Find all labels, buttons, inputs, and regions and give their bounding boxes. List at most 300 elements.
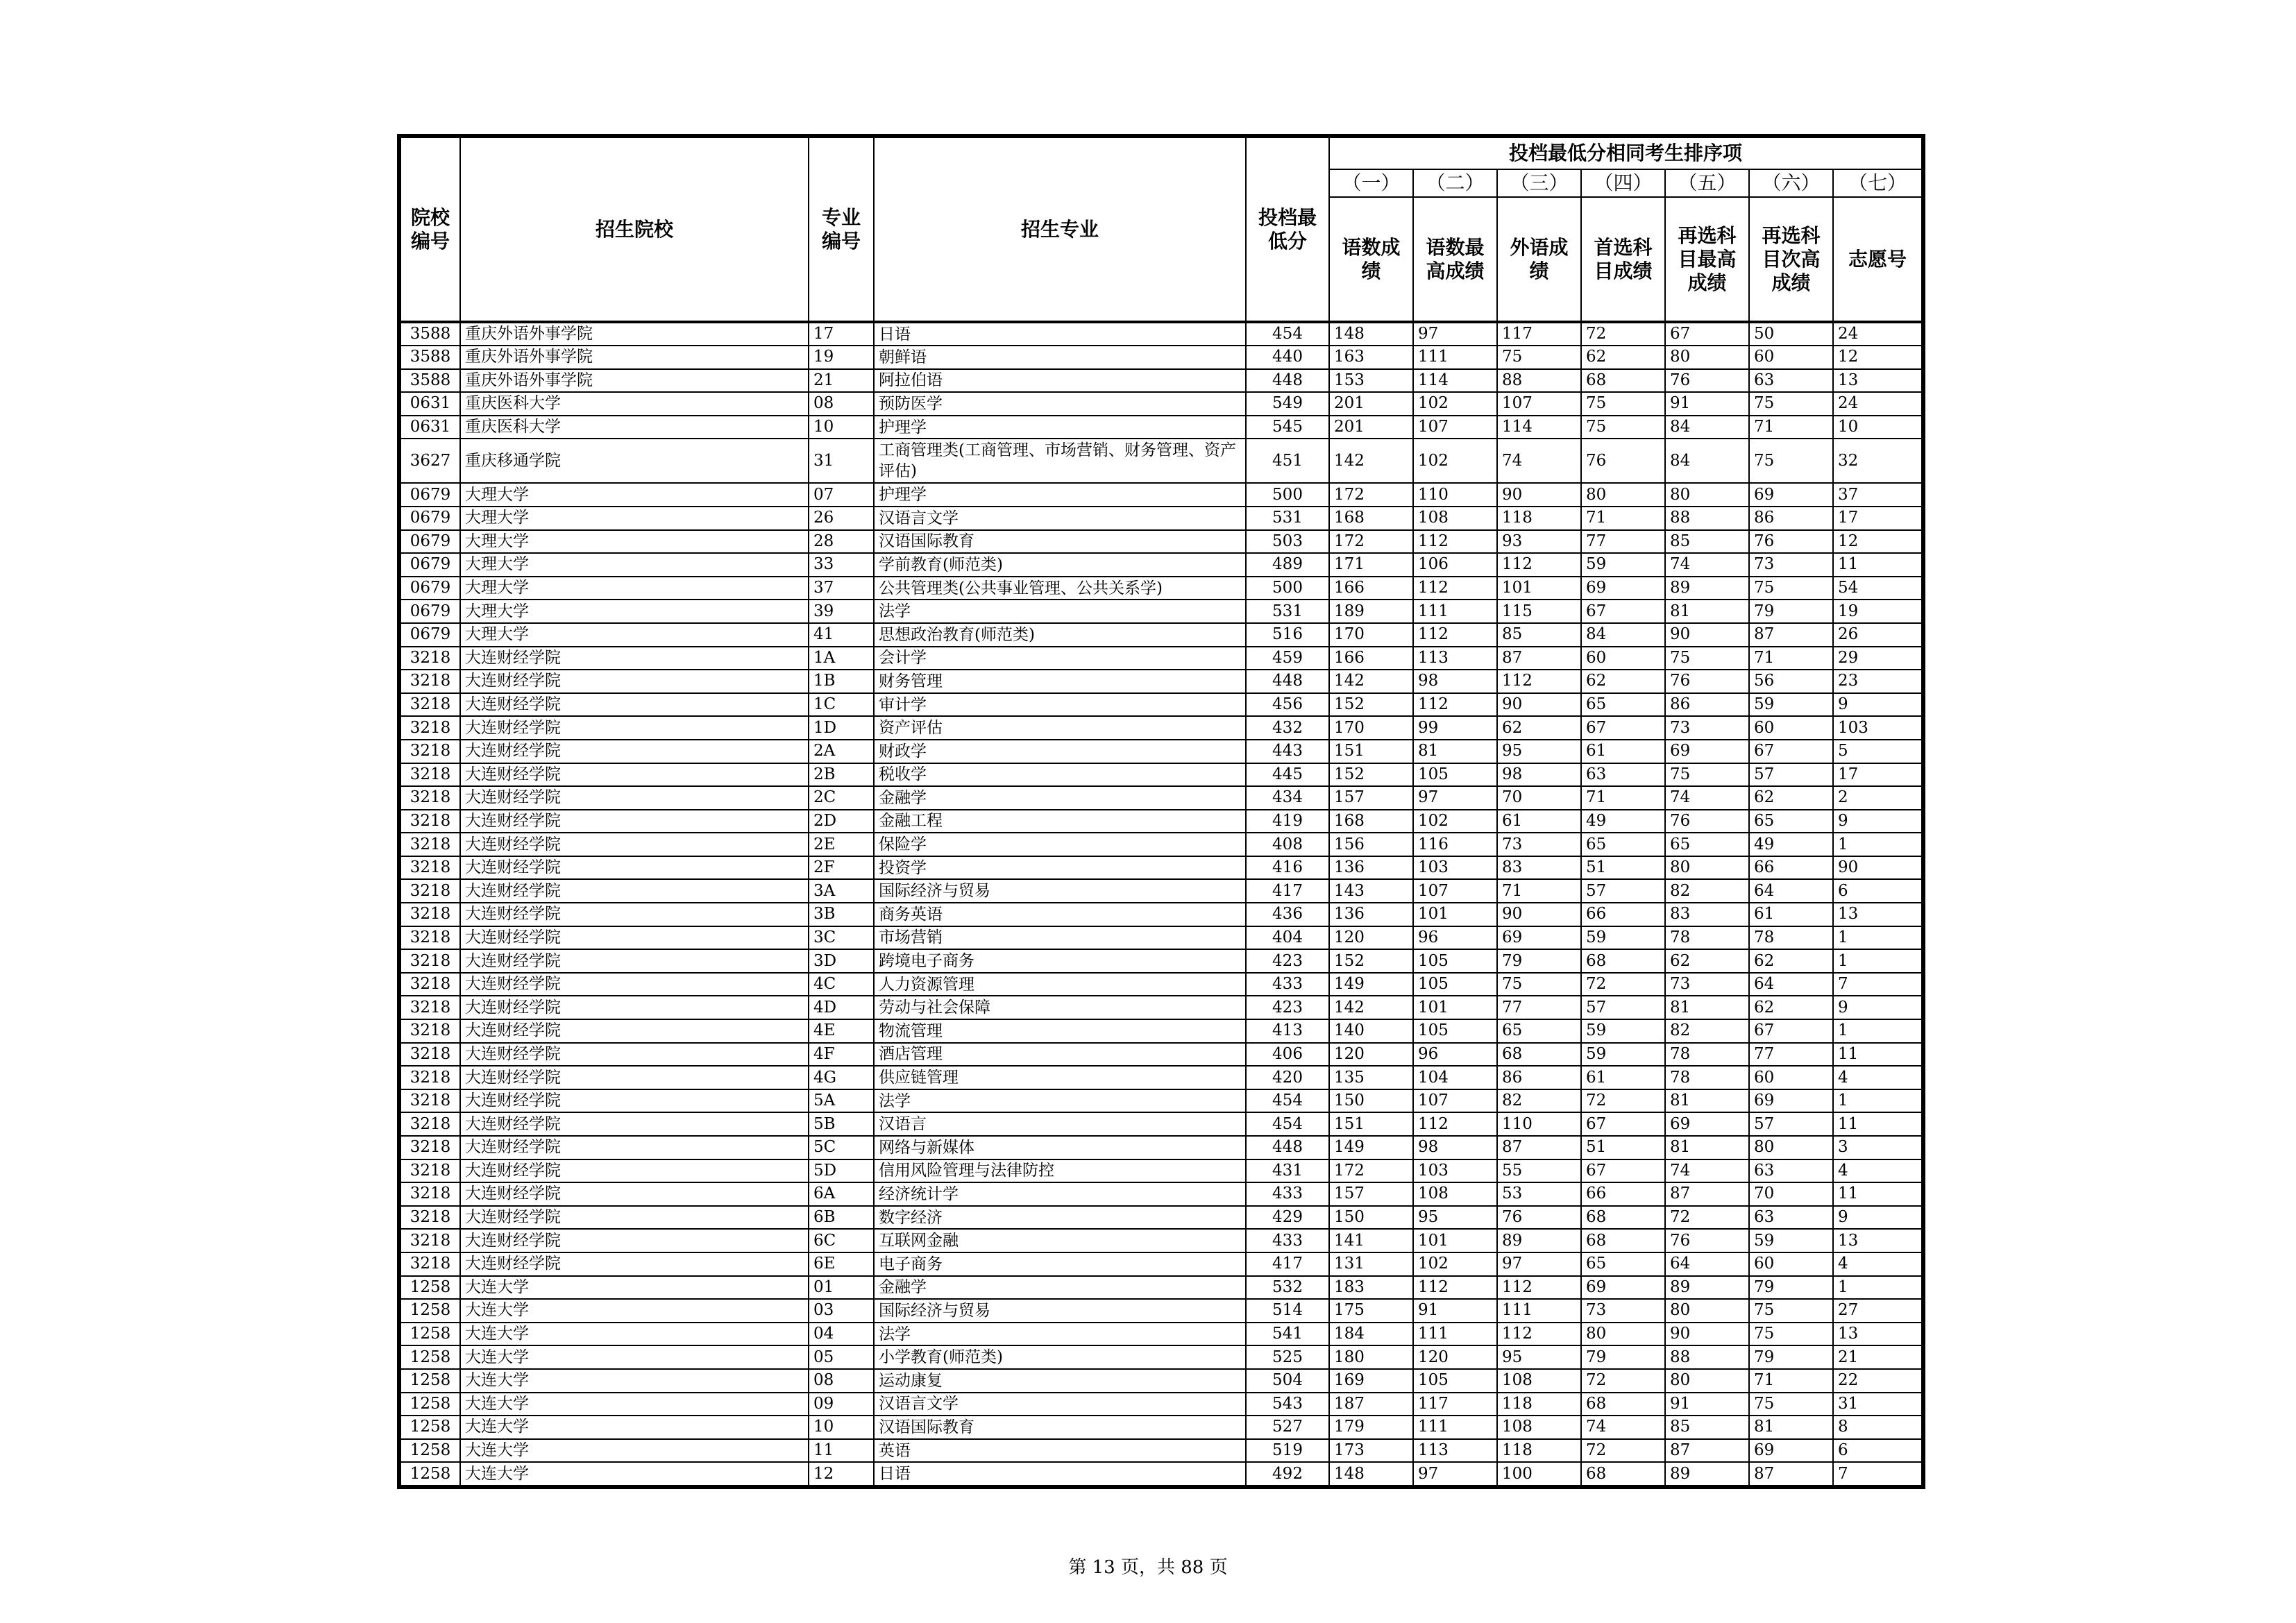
- table-row: [400, 879, 1922, 903]
- table-row: [400, 483, 1922, 507]
- cell-tiebreak-5: 74: [1665, 786, 1749, 810]
- table-row: [400, 439, 1922, 483]
- cell-major-code: 12: [809, 1462, 874, 1486]
- cell-tiebreak-6: 63: [1749, 1159, 1833, 1183]
- cell-min-score: 417: [1246, 1252, 1329, 1276]
- cell-major-name: 信用风险管理与法律防控: [874, 1159, 1246, 1183]
- cell-tiebreak-4: 68: [1581, 369, 1665, 393]
- cell-tiebreak-4: 74: [1581, 1416, 1665, 1439]
- cell-major-name: 资产评估: [874, 716, 1246, 740]
- cell-min-score: 500: [1246, 483, 1329, 507]
- cell-tiebreak-5: 76: [1665, 369, 1749, 393]
- cell-tiebreak-3: 70: [1497, 786, 1581, 810]
- cell-school-code: 3218: [400, 856, 460, 880]
- table-row: [400, 1066, 1922, 1089]
- cell-school-code: 3218: [400, 1182, 460, 1206]
- cell-tiebreak-6: 63: [1749, 1206, 1833, 1230]
- header-tiebreak-name: 语数成绩: [1329, 197, 1413, 322]
- cell-tiebreak-5: 65: [1665, 833, 1749, 856]
- cell-tiebreak-4: 80: [1581, 483, 1665, 507]
- cell-tiebreak-5: 87: [1665, 1182, 1749, 1206]
- cell-min-score: 417: [1246, 879, 1329, 903]
- cell-major-code: 6E: [809, 1252, 874, 1276]
- cell-major-name: 劳动与社会保障: [874, 996, 1246, 1019]
- cell-tiebreak-4: 67: [1581, 716, 1665, 740]
- cell-major-name: 法学: [874, 1089, 1246, 1113]
- cell-tiebreak-1: 172: [1329, 1159, 1413, 1183]
- cell-major-name: 汉语言文学: [874, 1393, 1246, 1416]
- cell-tiebreak-5: 80: [1665, 483, 1749, 507]
- header-tiebreak-name: 志愿号: [1833, 197, 1922, 322]
- cell-tiebreak-7: 4: [1833, 1252, 1922, 1276]
- cell-tiebreak-5: 91: [1665, 1393, 1749, 1416]
- cell-major-name: 国际经济与贸易: [874, 1299, 1246, 1323]
- cell-tiebreak-2: 117: [1413, 1393, 1497, 1416]
- table-row: [400, 856, 1922, 880]
- cell-min-score: 413: [1246, 1019, 1329, 1043]
- cell-tiebreak-5: 72: [1665, 1206, 1749, 1230]
- cell-major-code: 5C: [809, 1136, 874, 1159]
- header-tiebreak-group: 投档最低分相同考生排序项: [1329, 137, 1922, 169]
- cell-tiebreak-1: 120: [1329, 1043, 1413, 1067]
- table-row: [400, 1206, 1922, 1230]
- cell-tiebreak-4: 68: [1581, 1393, 1665, 1416]
- cell-tiebreak-6: 69: [1749, 1439, 1833, 1463]
- cell-min-score: 545: [1246, 416, 1329, 439]
- cell-tiebreak-1: 136: [1329, 856, 1413, 880]
- cell-tiebreak-4: 51: [1581, 1136, 1665, 1159]
- cell-min-score: 459: [1246, 647, 1329, 670]
- table-row: [400, 577, 1922, 600]
- cell-school-code: 0631: [400, 416, 460, 439]
- cell-min-score: 500: [1246, 577, 1329, 600]
- cell-major-name: 日语: [874, 322, 1246, 346]
- cell-tiebreak-2: 111: [1413, 346, 1497, 369]
- cell-tiebreak-5: 67: [1665, 322, 1749, 346]
- cell-school-name: 大理大学: [460, 553, 809, 577]
- cell-min-score: 454: [1246, 1089, 1329, 1113]
- cell-tiebreak-4: 71: [1581, 507, 1665, 530]
- cell-major-code: 19: [809, 346, 874, 369]
- cell-school-code: 0679: [400, 553, 460, 577]
- cell-tiebreak-1: 183: [1329, 1276, 1413, 1300]
- cell-tiebreak-7: 9: [1833, 810, 1922, 833]
- cell-tiebreak-6: 67: [1749, 740, 1833, 763]
- cell-major-code: 21: [809, 369, 874, 393]
- table-row: [400, 392, 1922, 416]
- cell-tiebreak-5: 62: [1665, 949, 1749, 973]
- cell-major-code: 10: [809, 416, 874, 439]
- cell-tiebreak-7: 8: [1833, 1416, 1922, 1439]
- cell-major-code: 2F: [809, 856, 874, 880]
- table-row: [400, 810, 1922, 833]
- cell-tiebreak-5: 81: [1665, 1136, 1749, 1159]
- cell-tiebreak-5: 74: [1665, 1159, 1749, 1183]
- cell-school-name: 重庆外语外事学院: [460, 369, 809, 393]
- table-row: [400, 623, 1922, 647]
- cell-tiebreak-3: 95: [1497, 1345, 1581, 1369]
- cell-major-name: 税收学: [874, 763, 1246, 787]
- cell-tiebreak-4: 65: [1581, 1252, 1665, 1276]
- cell-tiebreak-7: 12: [1833, 530, 1922, 554]
- cell-tiebreak-5: 85: [1665, 530, 1749, 554]
- cell-tiebreak-5: 83: [1665, 903, 1749, 926]
- cell-tiebreak-4: 72: [1581, 1089, 1665, 1113]
- cell-major-code: 33: [809, 553, 874, 577]
- cell-tiebreak-4: 63: [1581, 763, 1665, 787]
- cell-school-code: 3218: [400, 810, 460, 833]
- cell-tiebreak-6: 60: [1749, 716, 1833, 740]
- cell-tiebreak-3: 74: [1497, 439, 1581, 483]
- cell-tiebreak-7: 13: [1833, 1229, 1922, 1252]
- cell-tiebreak-6: 76: [1749, 530, 1833, 554]
- cell-school-name: 大理大学: [460, 530, 809, 554]
- cell-tiebreak-7: 90: [1833, 856, 1922, 880]
- cell-school-name: 重庆外语外事学院: [460, 346, 809, 369]
- cell-school-name: 大连财经学院: [460, 647, 809, 670]
- cell-tiebreak-2: 101: [1413, 996, 1497, 1019]
- cell-tiebreak-3: 101: [1497, 577, 1581, 600]
- cell-tiebreak-4: 69: [1581, 1276, 1665, 1300]
- cell-tiebreak-1: 152: [1329, 763, 1413, 787]
- cell-major-code: 05: [809, 1345, 874, 1369]
- cell-tiebreak-5: 75: [1665, 647, 1749, 670]
- cell-tiebreak-6: 71: [1749, 416, 1833, 439]
- cell-tiebreak-6: 71: [1749, 1369, 1833, 1393]
- cell-tiebreak-3: 100: [1497, 1462, 1581, 1486]
- header-tiebreak-name: 再选科目次高成绩: [1749, 197, 1833, 322]
- cell-tiebreak-6: 62: [1749, 949, 1833, 973]
- cell-tiebreak-7: 1: [1833, 1019, 1922, 1043]
- cell-tiebreak-2: 101: [1413, 1229, 1497, 1252]
- cell-tiebreak-4: 80: [1581, 1323, 1665, 1346]
- cell-tiebreak-1: 143: [1329, 879, 1413, 903]
- cell-tiebreak-3: 95: [1497, 740, 1581, 763]
- cell-tiebreak-3: 79: [1497, 949, 1581, 973]
- cell-tiebreak-2: 120: [1413, 1345, 1497, 1369]
- cell-tiebreak-1: 201: [1329, 416, 1413, 439]
- cell-school-code: 3218: [400, 1019, 460, 1043]
- cell-school-code: 3588: [400, 322, 460, 346]
- cell-tiebreak-1: 157: [1329, 1182, 1413, 1206]
- cell-tiebreak-1: 153: [1329, 369, 1413, 393]
- cell-tiebreak-1: 152: [1329, 693, 1413, 717]
- cell-major-name: 法学: [874, 600, 1246, 623]
- cell-tiebreak-5: 85: [1665, 1416, 1749, 1439]
- cell-tiebreak-7: 54: [1833, 577, 1922, 600]
- cell-tiebreak-5: 81: [1665, 1089, 1749, 1113]
- cell-school-code: 3218: [400, 740, 460, 763]
- cell-tiebreak-5: 73: [1665, 716, 1749, 740]
- cell-tiebreak-6: 79: [1749, 1345, 1833, 1369]
- cell-tiebreak-4: 72: [1581, 1439, 1665, 1463]
- cell-major-name: 国际经济与贸易: [874, 879, 1246, 903]
- cell-tiebreak-2: 105: [1413, 763, 1497, 787]
- cell-major-code: 11: [809, 1439, 874, 1463]
- cell-tiebreak-1: 142: [1329, 670, 1413, 693]
- cell-min-score: 451: [1246, 439, 1329, 483]
- cell-min-score: 543: [1246, 1393, 1329, 1416]
- cell-tiebreak-6: 69: [1749, 483, 1833, 507]
- cell-tiebreak-7: 11: [1833, 1112, 1922, 1136]
- cell-school-name: 大连财经学院: [460, 670, 809, 693]
- cell-min-score: 431: [1246, 1159, 1329, 1183]
- cell-major-name: 运动康复: [874, 1369, 1246, 1393]
- cell-school-code: 3218: [400, 1066, 460, 1089]
- cell-min-score: 443: [1246, 740, 1329, 763]
- cell-min-score: 456: [1246, 693, 1329, 717]
- table-row: [400, 1229, 1922, 1252]
- cell-tiebreak-5: 69: [1665, 1112, 1749, 1136]
- cell-tiebreak-1: 166: [1329, 577, 1413, 600]
- cell-tiebreak-1: 149: [1329, 1136, 1413, 1159]
- cell-tiebreak-2: 112: [1413, 623, 1497, 647]
- cell-tiebreak-7: 6: [1833, 879, 1922, 903]
- page-footer: 第 13 页，共 88 页: [1068, 1557, 1228, 1578]
- cell-school-code: 3218: [400, 903, 460, 926]
- cell-major-name: 汉语国际教育: [874, 1416, 1246, 1439]
- cell-tiebreak-3: 88: [1497, 369, 1581, 393]
- header-tiebreak-name: 再选科目最高成绩: [1665, 197, 1749, 322]
- cell-tiebreak-1: 171: [1329, 553, 1413, 577]
- cell-school-code: 3218: [400, 716, 460, 740]
- cell-school-name: 大连财经学院: [460, 903, 809, 926]
- cell-tiebreak-2: 113: [1413, 1439, 1497, 1463]
- cell-tiebreak-1: 175: [1329, 1299, 1413, 1323]
- cell-school-name: 大连财经学院: [460, 1112, 809, 1136]
- cell-major-name: 数字经济: [874, 1206, 1246, 1230]
- cell-tiebreak-5: 80: [1665, 1369, 1749, 1393]
- table-row: [400, 1299, 1922, 1323]
- cell-tiebreak-4: 66: [1581, 903, 1665, 926]
- cell-tiebreak-5: 76: [1665, 670, 1749, 693]
- cell-major-name: 财政学: [874, 740, 1246, 763]
- cell-min-score: 420: [1246, 1066, 1329, 1089]
- cell-tiebreak-3: 90: [1497, 693, 1581, 717]
- cell-tiebreak-2: 103: [1413, 1159, 1497, 1183]
- cell-tiebreak-7: 13: [1833, 1323, 1922, 1346]
- cell-min-score: 549: [1246, 392, 1329, 416]
- cell-tiebreak-1: 141: [1329, 1229, 1413, 1252]
- table-row: [400, 1043, 1922, 1067]
- cell-tiebreak-6: 57: [1749, 763, 1833, 787]
- cell-tiebreak-4: 66: [1581, 1182, 1665, 1206]
- cell-tiebreak-4: 77: [1581, 530, 1665, 554]
- cell-tiebreak-7: 19: [1833, 600, 1922, 623]
- cell-min-score: 531: [1246, 600, 1329, 623]
- cell-tiebreak-7: 3: [1833, 1136, 1922, 1159]
- table-row: [400, 1089, 1922, 1113]
- cell-tiebreak-1: 156: [1329, 833, 1413, 856]
- cell-tiebreak-3: 90: [1497, 483, 1581, 507]
- cell-tiebreak-1: 163: [1329, 346, 1413, 369]
- table-row: [400, 530, 1922, 554]
- cell-major-code: 08: [809, 392, 874, 416]
- header-tiebreak-name: 语数最高成绩: [1413, 197, 1497, 322]
- table-row: [400, 973, 1922, 996]
- cell-tiebreak-5: 90: [1665, 623, 1749, 647]
- cell-tiebreak-1: 148: [1329, 322, 1413, 346]
- cell-school-name: 大连财经学院: [460, 1019, 809, 1043]
- cell-tiebreak-5: 81: [1665, 600, 1749, 623]
- cell-school-name: 重庆医科大学: [460, 392, 809, 416]
- cell-tiebreak-1: 142: [1329, 439, 1413, 483]
- cell-tiebreak-5: 88: [1665, 507, 1749, 530]
- cell-school-code: 0679: [400, 623, 460, 647]
- cell-tiebreak-4: 61: [1581, 740, 1665, 763]
- cell-school-name: 大连财经学院: [460, 786, 809, 810]
- cell-tiebreak-7: 11: [1833, 1043, 1922, 1067]
- header-tiebreak-order: （二）: [1413, 169, 1497, 197]
- table-row: [400, 1462, 1922, 1486]
- cell-tiebreak-1: 184: [1329, 1323, 1413, 1346]
- cell-school-code: 3218: [400, 1112, 460, 1136]
- table-row: [400, 949, 1922, 973]
- cell-school-code: 0679: [400, 600, 460, 623]
- table-row: [400, 322, 1922, 346]
- cell-major-code: 39: [809, 600, 874, 623]
- cell-major-code: 31: [809, 439, 874, 483]
- cell-min-score: 532: [1246, 1276, 1329, 1300]
- cell-tiebreak-3: 82: [1497, 1089, 1581, 1113]
- cell-school-name: 大理大学: [460, 507, 809, 530]
- cell-tiebreak-4: 51: [1581, 856, 1665, 880]
- cell-tiebreak-7: 37: [1833, 483, 1922, 507]
- table-row: [400, 763, 1922, 787]
- cell-tiebreak-7: 22: [1833, 1369, 1922, 1393]
- cell-min-score: 541: [1246, 1323, 1329, 1346]
- cell-school-name: 大理大学: [460, 483, 809, 507]
- cell-tiebreak-7: 24: [1833, 322, 1922, 346]
- cell-tiebreak-2: 102: [1413, 1252, 1497, 1276]
- cell-school-code: 1258: [400, 1276, 460, 1300]
- cell-tiebreak-2: 105: [1413, 973, 1497, 996]
- cell-tiebreak-5: 81: [1665, 996, 1749, 1019]
- table-row: [400, 1276, 1922, 1300]
- cell-school-code: 3218: [400, 973, 460, 996]
- cell-tiebreak-2: 102: [1413, 439, 1497, 483]
- cell-tiebreak-3: 118: [1497, 507, 1581, 530]
- cell-school-name: 大理大学: [460, 600, 809, 623]
- cell-tiebreak-4: 68: [1581, 949, 1665, 973]
- cell-school-name: 大连财经学院: [460, 856, 809, 880]
- cell-tiebreak-2: 108: [1413, 507, 1497, 530]
- cell-tiebreak-5: 82: [1665, 1019, 1749, 1043]
- cell-major-code: 1C: [809, 693, 874, 717]
- cell-tiebreak-5: 90: [1665, 1323, 1749, 1346]
- cell-tiebreak-2: 102: [1413, 392, 1497, 416]
- cell-tiebreak-2: 102: [1413, 810, 1497, 833]
- cell-tiebreak-4: 84: [1581, 623, 1665, 647]
- cell-tiebreak-1: 131: [1329, 1252, 1413, 1276]
- cell-tiebreak-3: 112: [1497, 553, 1581, 577]
- cell-tiebreak-2: 111: [1413, 1323, 1497, 1346]
- cell-tiebreak-2: 111: [1413, 600, 1497, 623]
- table-header: [400, 137, 1922, 322]
- cell-school-code: 3218: [400, 1206, 460, 1230]
- cell-school-code: 0679: [400, 483, 460, 507]
- cell-min-score: 440: [1246, 346, 1329, 369]
- cell-tiebreak-1: 136: [1329, 903, 1413, 926]
- cell-major-name: 金融学: [874, 1276, 1246, 1300]
- cell-school-name: 大连大学: [460, 1299, 809, 1323]
- cell-tiebreak-7: 31: [1833, 1393, 1922, 1416]
- cell-tiebreak-5: 78: [1665, 1043, 1749, 1067]
- cell-tiebreak-7: 4: [1833, 1159, 1922, 1183]
- cell-min-score: 527: [1246, 1416, 1329, 1439]
- cell-min-score: 531: [1246, 507, 1329, 530]
- cell-tiebreak-1: 170: [1329, 623, 1413, 647]
- cell-school-name: 大连大学: [460, 1323, 809, 1346]
- cell-major-code: 4C: [809, 973, 874, 996]
- cell-tiebreak-5: 76: [1665, 1229, 1749, 1252]
- cell-tiebreak-2: 99: [1413, 716, 1497, 740]
- cell-major-code: 6A: [809, 1182, 874, 1206]
- cell-school-code: 3218: [400, 926, 460, 950]
- cell-tiebreak-6: 75: [1749, 392, 1833, 416]
- header-school-name: 招生院校: [460, 137, 809, 322]
- cell-school-name: 大连财经学院: [460, 833, 809, 856]
- cell-tiebreak-1: 120: [1329, 926, 1413, 950]
- admission-score-table: [400, 137, 1923, 1486]
- cell-min-score: 432: [1246, 716, 1329, 740]
- cell-tiebreak-5: 73: [1665, 973, 1749, 996]
- cell-min-score: 436: [1246, 903, 1329, 926]
- cell-tiebreak-6: 56: [1749, 670, 1833, 693]
- cell-school-code: 1258: [400, 1416, 460, 1439]
- cell-tiebreak-4: 67: [1581, 1159, 1665, 1183]
- cell-tiebreak-1: 149: [1329, 973, 1413, 996]
- cell-school-code: 3218: [400, 693, 460, 717]
- cell-major-name: 经济统计学: [874, 1182, 1246, 1206]
- cell-tiebreak-5: 91: [1665, 392, 1749, 416]
- header-tiebreak-order: （一）: [1329, 169, 1413, 197]
- cell-major-name: 思想政治教育(师范类): [874, 623, 1246, 647]
- header-tiebreak-name: 外语成绩: [1497, 197, 1581, 322]
- cell-tiebreak-3: 117: [1497, 322, 1581, 346]
- cell-tiebreak-2: 98: [1413, 1136, 1497, 1159]
- cell-major-name: 护理学: [874, 416, 1246, 439]
- cell-tiebreak-2: 97: [1413, 786, 1497, 810]
- table-row: [400, 693, 1922, 717]
- cell-tiebreak-5: 80: [1665, 346, 1749, 369]
- cell-tiebreak-2: 111: [1413, 1416, 1497, 1439]
- table-row: [400, 926, 1922, 950]
- cell-tiebreak-5: 87: [1665, 1439, 1749, 1463]
- cell-major-code: 09: [809, 1393, 874, 1416]
- cell-tiebreak-2: 108: [1413, 1182, 1497, 1206]
- cell-tiebreak-1: 140: [1329, 1019, 1413, 1043]
- cell-tiebreak-1: 173: [1329, 1439, 1413, 1463]
- cell-tiebreak-1: 150: [1329, 1089, 1413, 1113]
- cell-tiebreak-2: 112: [1413, 577, 1497, 600]
- cell-major-code: 5D: [809, 1159, 874, 1183]
- cell-tiebreak-6: 49: [1749, 833, 1833, 856]
- table-row: [400, 1112, 1922, 1136]
- cell-tiebreak-7: 24: [1833, 392, 1922, 416]
- cell-school-code: 3218: [400, 1159, 460, 1183]
- cell-major-name: 汉语国际教育: [874, 530, 1246, 554]
- cell-tiebreak-4: 69: [1581, 577, 1665, 600]
- cell-tiebreak-3: 114: [1497, 416, 1581, 439]
- cell-school-code: 1258: [400, 1462, 460, 1486]
- cell-tiebreak-4: 65: [1581, 833, 1665, 856]
- cell-tiebreak-2: 107: [1413, 1089, 1497, 1113]
- table-row: [400, 786, 1922, 810]
- cell-min-score: 503: [1246, 530, 1329, 554]
- cell-school-code: 1258: [400, 1369, 460, 1393]
- cell-major-name: 电子商务: [874, 1252, 1246, 1276]
